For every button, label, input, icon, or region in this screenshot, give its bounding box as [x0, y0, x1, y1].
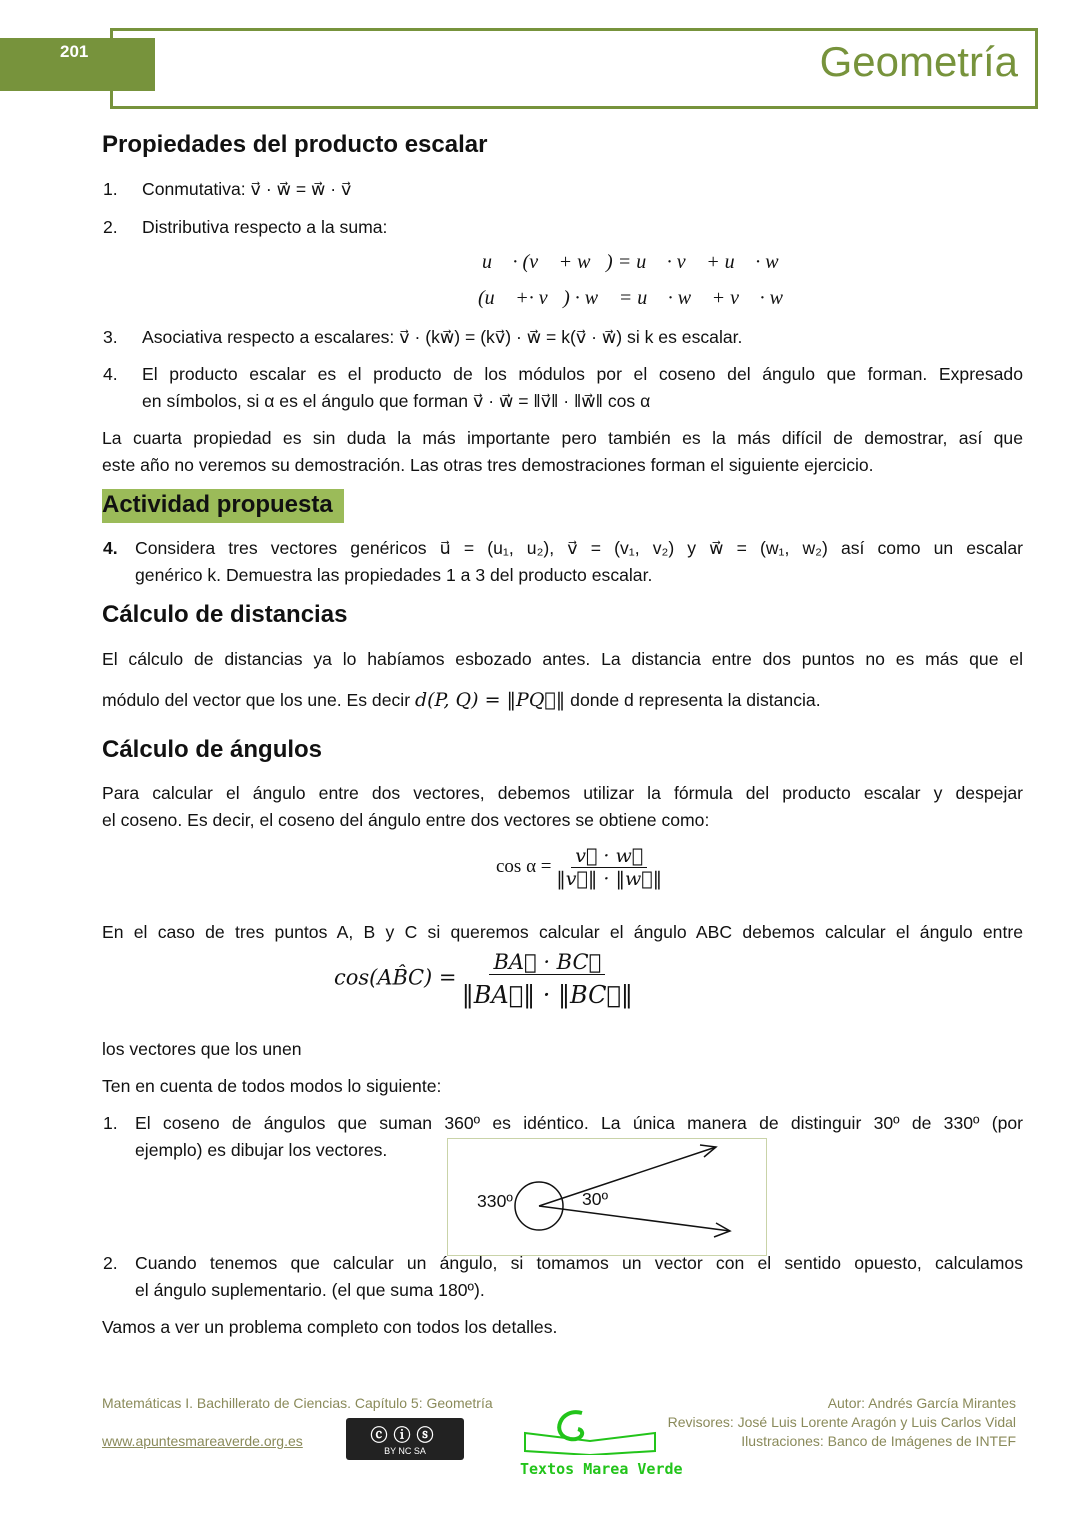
- section-title: Cálculo de distancias: [102, 601, 348, 628]
- list-item: Cuando tenemos que calcular un ángulo, si tomamos un vector con el sentido opuesto, calculamos: [135, 1253, 1023, 1273]
- chapter-title: Geometría: [819, 38, 1018, 85]
- paragraph: los vectores que los unen: [102, 1039, 302, 1059]
- formula-lhs: cos(AB̂C) =: [334, 965, 457, 990]
- numerator: v⃗ · w⃗: [571, 845, 647, 868]
- list-number: 1.: [103, 1113, 118, 1133]
- numerator: BA⃗ · BC⃗: [489, 950, 605, 975]
- activity-number: 4.: [103, 538, 118, 558]
- distance-formula: d(P, Q) = ‖PQ⃗‖: [414, 689, 566, 711]
- label-30: 30º: [582, 1189, 608, 1209]
- paragraph: Ten en cuenta de todos modos lo siguiente:: [102, 1076, 442, 1096]
- formula-lhs: cos α =: [496, 855, 552, 877]
- activity-title: Actividad propuesta: [102, 491, 333, 518]
- footer-reviewers: Revisores: José Luis Lorente Aragón y Luis Carlos Vidal: [667, 1414, 1016, 1430]
- marea-verde-logo: [520, 1405, 683, 1480]
- footer-course: Matemáticas I. Bachillerato de Ciencias. Capítulo 5: Geometría: [102, 1395, 493, 1411]
- logo-icon: [520, 1405, 660, 1455]
- list-number: 3.: [103, 327, 118, 347]
- list-item: Distributiva respecto a la suma:: [142, 217, 388, 237]
- denominator: ‖BA⃗‖ · ‖BC⃗‖: [461, 981, 633, 1009]
- list-item: Asociativa respecto a escalares: v⃗ · (kw⃗) = (kv⃗) · w⃗ = k(v⃗ · w⃗) si k es escalar.: [142, 327, 743, 347]
- footer-illustrations: Ilustraciones: Banco de Imágenes de INTEF: [741, 1433, 1016, 1449]
- license-text: BY NC SA: [384, 1446, 426, 1456]
- activity-text: genérico k. Demuestra las propiedades 1 a 3 del producto escalar.: [135, 565, 653, 585]
- text: módulo del vector que los une. Es decir: [102, 690, 415, 710]
- list-item: El coseno de ángulos que suman 360º es idéntico. La única manera de distinguir 30º de 330º (por: [135, 1113, 1023, 1133]
- logo-text: Textos Marea Verde: [520, 1460, 683, 1478]
- text: donde d representa la distancia.: [565, 690, 821, 710]
- denominator: ‖v⃗‖ · ‖w⃗‖: [556, 868, 663, 890]
- list-item-cont: en símbolos, si α es el ángulo que forman v⃗ · w⃗ = ‖v⃗‖ · ‖w⃗‖ cos α: [142, 391, 651, 411]
- angle-figure: [447, 1138, 767, 1256]
- paragraph: Vamos a ver un problema completo con todos los detalles.: [102, 1317, 558, 1337]
- vector-lower: [539, 1206, 730, 1231]
- paragraph: [102, 688, 821, 712]
- abc-formula: [334, 950, 633, 1009]
- list-item: el ángulo suplementario. (el que suma 180º).: [135, 1280, 485, 1300]
- list-number: 1.: [103, 179, 118, 199]
- paragraph: Para calcular el ángulo entre dos vectores, debemos utilizar la fórmula del producto escalar y despejar: [102, 783, 1023, 803]
- label-330: 330º: [477, 1191, 513, 1211]
- cc-license-badge: [346, 1418, 464, 1460]
- paragraph: El cálculo de distancias ya lo habíamos esbozado antes. La distancia entre dos puntos no es más que el: [102, 649, 1023, 669]
- paragraph: este año no veremos su demostración. Las otras tres demostraciones forman el siguiente ejercicio.: [102, 455, 874, 475]
- list-item: ejemplo) es dibujar los vectores.: [135, 1140, 388, 1160]
- vector-upper: [539, 1147, 716, 1206]
- list-number: 2.: [103, 1253, 118, 1273]
- footer-author: Autor: Andrés García Mirantes: [827, 1395, 1016, 1411]
- list-number: 4.: [103, 364, 118, 384]
- list-item: Conmutativa: v⃗ · w⃗ = w⃗ · v⃗: [142, 179, 352, 199]
- cos-formula: [496, 845, 662, 890]
- cc-icons: ⓒⓘⓢ: [370, 1426, 440, 1445]
- list-item: El producto escalar es el producto de los módulos por el coseno del ángulo que forman. Expresado: [142, 364, 1023, 384]
- activity-text: Considera tres vectores genéricos u⃗ = (u₁, u₂), v⃗ = (v₁, v₂) y w⃗ = (w₁, w₂) así como un escalar: [135, 538, 1023, 558]
- paragraph: el coseno. Es decir, el coseno del ángulo entre dos vectores se obtiene como:: [102, 810, 710, 830]
- paragraph: En el caso de tres puntos A, B y C si queremos calcular el ángulo ABC debemos calcular el ángulo entre: [102, 922, 1023, 942]
- equation: u⃗ · (v⃗ + w⃗) = u⃗ · v⃗ + u⃗ · w⃗: [482, 251, 795, 273]
- equation: (u⃗ +· v⃗) · w⃗ = u⃗ · w⃗ + v⃗ · w⃗: [478, 287, 799, 309]
- page-number: 201: [60, 42, 89, 61]
- footer-link[interactable]: www.apuntesmareaverde.org.es: [102, 1433, 303, 1449]
- section-title: Cálculo de ángulos: [102, 736, 323, 763]
- list-number: 2.: [103, 217, 118, 237]
- section-title: Propiedades del producto escalar: [102, 131, 488, 158]
- paragraph: La cuarta propiedad es sin duda la más importante pero también es la más difícil de demostrar, así que: [102, 428, 1023, 448]
